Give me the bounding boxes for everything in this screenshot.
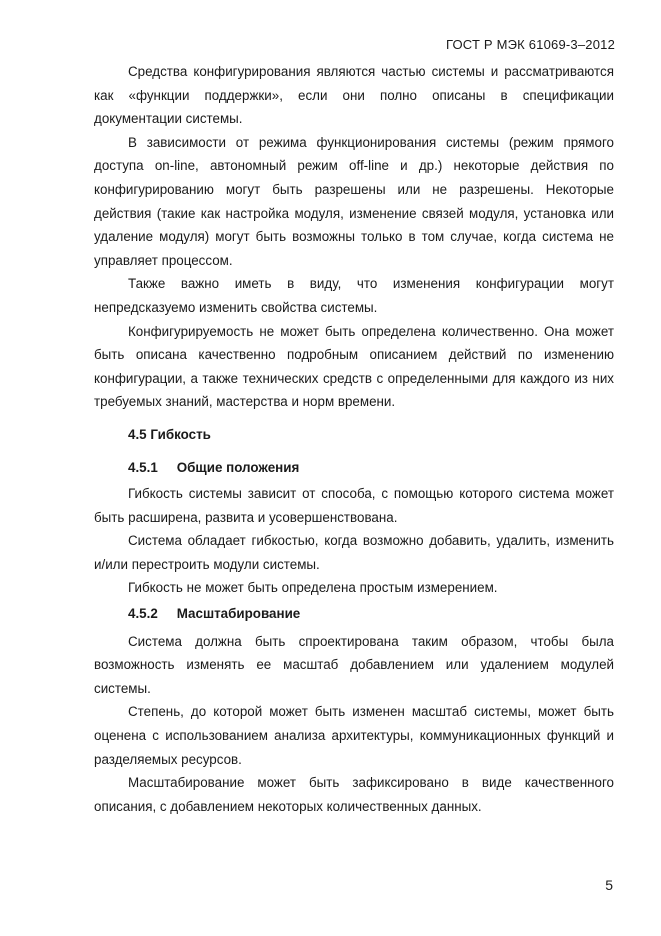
page-content — [94, 60, 614, 818]
paragraph: Система обладает гибкостью, когда возможно добавить, удалить, изменить и/или перестроить модули системы. — [94, 533, 614, 572]
paragraph: Также важно иметь в виду, что изменения конфигурации могут непредсказуемо изменить свойства системы. — [94, 276, 614, 315]
paragraph: Гибкость системы зависит от способа, с помощью которого система может быть расширена, развита и усовершенствована. — [94, 486, 614, 525]
section-heading-4-5-1 — [94, 456, 614, 480]
paragraph: Гибкость не может быть определена простым измерением. — [128, 580, 498, 596]
section-number: 4.5.1 — [128, 459, 158, 475]
document-header: ГОСТ Р МЭК 61069-3–2012 — [445, 37, 615, 52]
paragraph: Масштабирование может быть зафиксировано в виде качественного описания, с добавлением некоторых количественных данных. — [94, 775, 614, 814]
paragraph: Степень, до которой может быть изменен масштаб системы, может быть оценена с использованием анализа архитектуры, коммуникационных функций и разделяемых ресурсов. — [94, 704, 614, 767]
section-title: Масштабирование — [176, 606, 301, 622]
section-heading-4-5: 4.5 Гибкость — [128, 426, 211, 442]
paragraph: Средства конфигурирования являются частью системы и рассматриваются как «функции поддержки», если они полно описаны в спецификации документации системы. — [94, 64, 614, 127]
page-number: 5 — [605, 877, 613, 893]
section-title: Общие положения — [176, 459, 300, 475]
paragraph: Система должна быть спроектирована таким образом, чтобы была возможность изменять ее масштаб добавлением или удалением модулей системы. — [94, 633, 614, 696]
paragraph: Конфигурируемость не может быть определена количественно. Она может быть описана качественно подробным описанием действий по изменению конфигурации, а также технических средств с определенными для каждого из них требуемых знаний, мастерства и норм времени. — [94, 323, 614, 410]
paragraph: В зависимости от режима функционирования системы (режим прямого доступа on-line, автономный режим off-line и др.) некоторые действия по конфигурированию могут быть разрешены или не разрешены. Некоторые действия (такие как настройка модуля, изменение связей модуля, установка или удаление модуля) могут быть возможны только в том случае, когда система не управляет процессом. — [94, 134, 614, 268]
section-heading-4-5-2 — [94, 602, 614, 626]
section-number: 4.5.2 — [128, 606, 158, 622]
